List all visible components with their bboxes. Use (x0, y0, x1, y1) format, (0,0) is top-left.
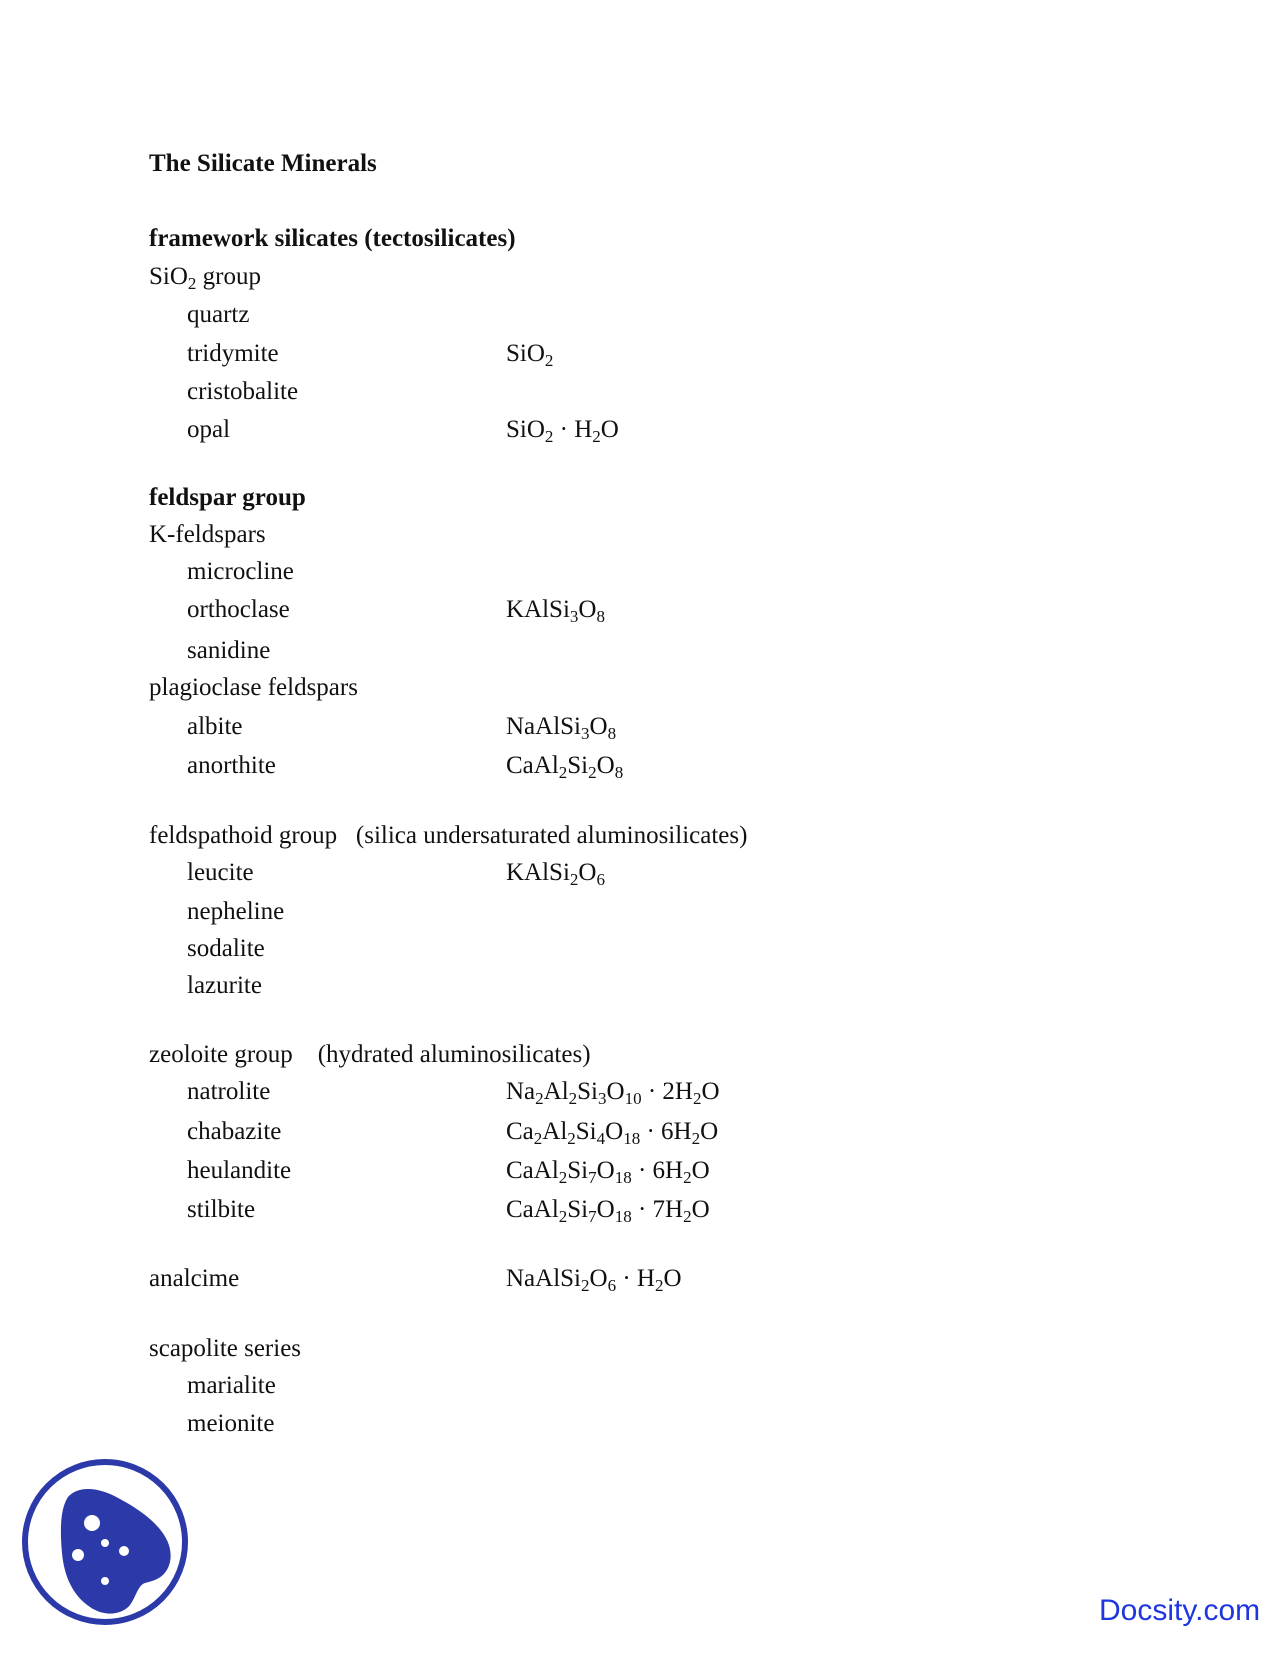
section-heading: feldspathoid group (silica undersaturated aluminosilicates) (149, 822, 748, 849)
group-label: plagioclase feldspars (149, 674, 358, 701)
mineral-name: leucite (187, 859, 254, 886)
mineral-name: meionite (187, 1410, 275, 1437)
mineral-formula: $SiO_2 \cdot H_2O$ (506, 416, 619, 446)
mineral-name: opal (187, 416, 231, 443)
mineral-formula: $KAlSi_3O_8$ (506, 596, 605, 626)
section-heading: zeoloite group (hydrated aluminosilicates) (149, 1041, 591, 1068)
section-heading: feldspar group (149, 484, 306, 511)
section-heading: framework silicates (tectosilicates) (149, 225, 516, 252)
group-label: K-feldspars (149, 521, 266, 548)
mineral-formula: $Ca_2Al_2Si_4O_{18} \cdot 6H_2O$ (506, 1118, 719, 1148)
mineral-name: cristobalite (187, 378, 299, 405)
mineral-formula: $KAlSi_2O_6$ (506, 859, 605, 889)
mineral-formula: $CaAl_2Si_2O_8$ (506, 752, 624, 782)
mineral-name: microcline (187, 558, 294, 585)
mineral-name: lazurite (187, 972, 262, 999)
mineral-formula: SiO$_2$ (506, 340, 554, 370)
mineral-formula: $NaAlSi_3O_8$ (506, 713, 617, 743)
section-heading: analcime (149, 1265, 240, 1292)
mineral-name: quartz (187, 301, 250, 328)
mineral-name: sanidine (187, 637, 271, 664)
page-title: The Silicate Minerals (149, 150, 377, 177)
docsity-logo-icon (20, 1457, 190, 1627)
section-heading: scapolite series (149, 1335, 302, 1362)
docsity-watermark[interactable]: Docsity.com (1099, 1594, 1261, 1627)
mineral-formula: $NaAlSi_2O_6 \cdot H_2O$ (506, 1265, 682, 1295)
mineral-name: albite (187, 713, 243, 740)
group-label: SiO$_2$ group (149, 263, 261, 293)
mineral-name: heulandite (187, 1157, 292, 1184)
mineral-name: sodalite (187, 935, 265, 962)
mineral-name: nepheline (187, 898, 285, 925)
mineral-formula: $Na_2Al_2Si_3O_{10} \cdot 2H_2O$ (506, 1078, 720, 1108)
mineral-formula: $CaAl_2Si_7O_{18} \cdot 6H_2O$ (506, 1157, 710, 1187)
mineral-name: marialite (187, 1372, 276, 1399)
mineral-name: natrolite (187, 1078, 271, 1105)
mineral-name: stilbite (187, 1196, 256, 1223)
mineral-name: anorthite (187, 752, 276, 779)
mineral-name: orthoclase (187, 596, 290, 623)
mineral-name: chabazite (187, 1118, 282, 1145)
mineral-name: tridymite (187, 340, 279, 367)
mineral-formula: $CaAl_2Si_7O_{18} \cdot 7H_2O$ (506, 1196, 710, 1226)
